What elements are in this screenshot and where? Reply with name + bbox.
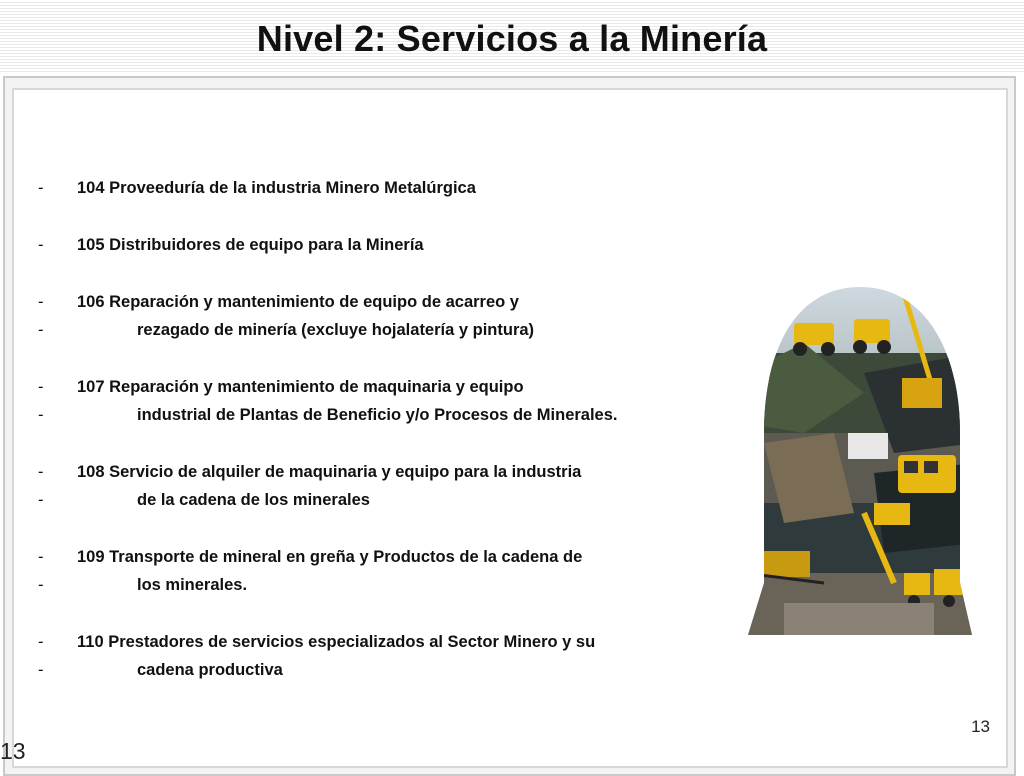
list-item-text: 108 Servicio de alquiler de maquinaria y equipo para la industria — [77, 463, 582, 481]
list-item — [38, 545, 648, 569]
bullet-dash: - — [38, 321, 44, 339]
bullet-dash: - — [38, 491, 44, 509]
list-item — [38, 460, 648, 484]
bullet-dash: - — [38, 179, 44, 197]
list-item — [38, 658, 648, 682]
list-item — [38, 630, 648, 654]
list-item — [38, 290, 648, 314]
list-item — [38, 233, 648, 257]
bullet-dash: - — [38, 293, 44, 311]
list-item-text: 105 Distribuidores de equipo para la Minería — [77, 236, 424, 254]
list-item — [38, 318, 648, 342]
list-item-text: 104 Proveeduría de la industria Minero Metalúrgica — [77, 179, 476, 197]
list-item-text: 109 Transporte de mineral en greña y Productos de la cadena de — [77, 548, 583, 566]
list-item-text: 110 Prestadores de servicios especializados al Sector Minero y su — [77, 633, 596, 651]
slide-title: Nivel 2: Servicios a la Minería — [256, 18, 768, 59]
bullet-dash: - — [38, 576, 44, 594]
list-item — [38, 403, 648, 427]
bullet-dash: - — [38, 548, 44, 566]
bullet-dash: - — [38, 406, 44, 424]
list-item-text: rezagado de minería (excluye hojalatería y pintura) — [137, 321, 535, 339]
slide-page-number: 13 — [971, 717, 990, 736]
list-item-text: industrial de Plantas de Beneficio y/o Procesos de Minerales. — [137, 406, 618, 424]
bullet-dash: - — [38, 463, 44, 481]
bullet-dash: - — [38, 378, 44, 396]
list-item — [38, 375, 648, 399]
list-item-text: 106 Reparación y mantenimiento de equipo de acarreo y — [77, 293, 519, 311]
list-item-text: de la cadena de los minerales — [137, 491, 370, 509]
content-list — [38, 176, 648, 682]
list-item — [38, 488, 648, 512]
bullet-dash: - — [38, 236, 44, 254]
list-item-text: los minerales. — [137, 576, 248, 594]
bullet-dash: - — [38, 661, 44, 679]
list-item-text: cadena productiva — [137, 661, 283, 679]
mining-equipment-collage — [744, 283, 976, 635]
list-item-text: 107 Reparación y mantenimiento de maquinaria y equipo — [77, 378, 524, 396]
list-item — [38, 176, 648, 200]
list-item — [38, 573, 648, 597]
corner-page-number: 13 — [0, 738, 26, 764]
bullet-dash: - — [38, 633, 44, 651]
